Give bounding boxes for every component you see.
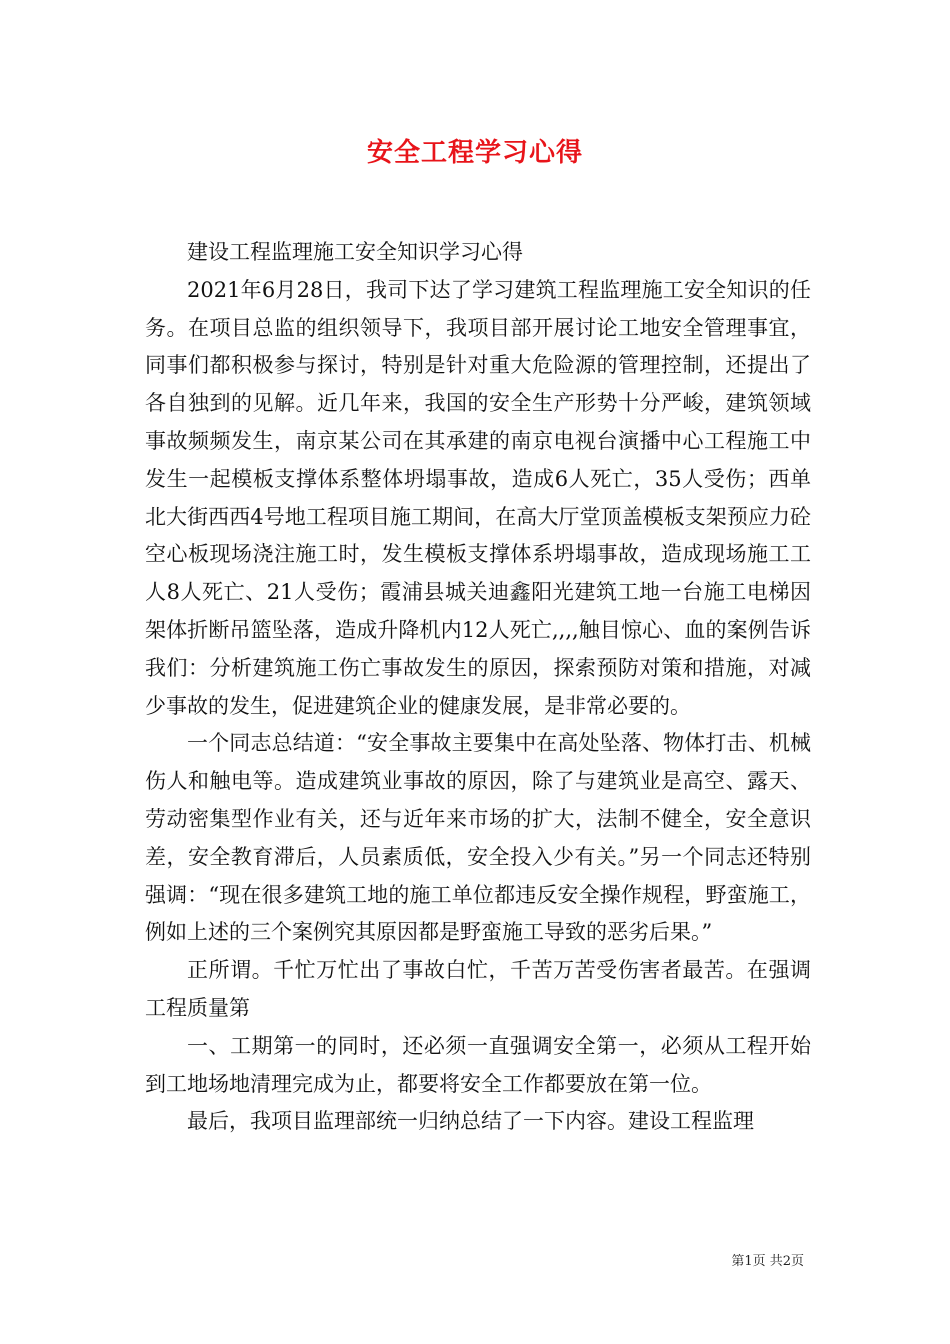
body-paragraph: 2021年6月28日，我司下达了学习建筑工程监理施工安全知识的任务。在项目总监的组织领导下，我项目部开展讨论工地安全管理事宜，同事们都积极参与探讨，特别是针对重大危险源的管理控制，还提出了各自独到的见解。近几年来，我国的安全生产形势十分严峻，建筑领域事故频频发生，南京某公司在其承建的南京电视台演播中心工程施工中发生一起模板支撑体系整体坍塌事故，造成6人死亡，35人受伤；西单北大街西西4号地工程项目施工期间，在高大厅堂顶盖模板支架预应力砼空心板现场浇注施工时，发生模板支撑体系坍塌事故，造成现场施工工人8人死亡、21人受伤；霞浦县城关迪鑫阳光建筑工地一台施工电梯因架体折断吊篮坠落，造成升降机内12人死亡,,,,触目惊心、血的案例告诉我们：分析建筑施工伤亡事故发生的原因，探索预防对策和措施，对减少事故的发生，促进建筑企业的健康发展，是非常必要的。 — [145, 277, 811, 718]
body-paragraph: 最后，我项目监理部统一归纳总结了一下内容。建设工程监理 — [187, 1109, 754, 1134]
body-paragraph: 一、工期第一的同时，还必须一直强调安全第一，必须从工程开始到工地场地清理完成为止，都要将安全工作都要放在第一位。 — [145, 1033, 811, 1096]
document-body — [145, 234, 811, 1141]
body-paragraph-subtitle: 建设工程监理施工安全知识学习心得 — [187, 240, 523, 264]
document-title: 安全工程学习心得 — [366, 138, 583, 168]
body-paragraph: 一个同志总结道：“安全事故主要集中在高处坠落、物体打击、机械伤人和触电等。造成建筑业事故的原因，除了与建筑业是高空、露天、劳动密集型作业有关，还与近年来市场的扩大，法制不健全，安全意识差，安全教育滞后，人员素质低，安全投入少有关。”另一个同志还特别强调：“现在很多建筑工地的施工单位都违反安全操作规程，野蛮施工，例如上述的三个案例究其原因都是野蛮施工导致的恶劣后果。” — [145, 731, 811, 945]
body-paragraph: 正所谓。千忙万忙出了事故白忙，千苦万苦受伤害者最苦。在强调工程质量第 — [145, 958, 811, 1020]
page-number-footer: 第1页 共2页 — [731, 1254, 804, 1269]
